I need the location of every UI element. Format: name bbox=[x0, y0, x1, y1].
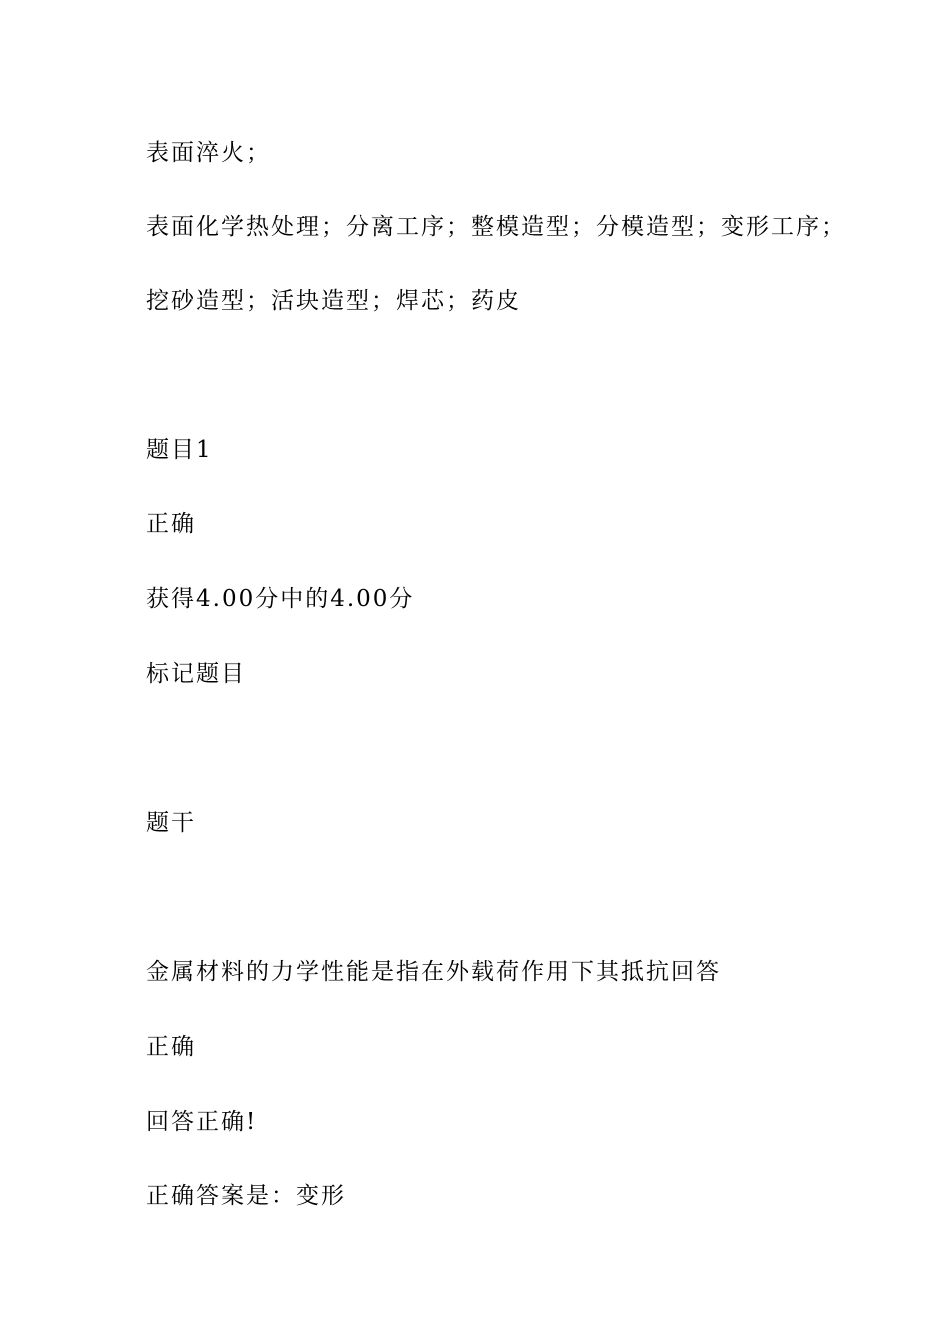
answer-value: 正确 bbox=[146, 1034, 196, 1060]
intro-line-2: 表面化学热处理；分离工序；整模造型；分模造型；变形工序； bbox=[146, 214, 846, 240]
question-stem-text: 金属材料的力学性能是指在外载荷作用下其抵抗回答 bbox=[146, 959, 721, 985]
correct-answer: 正确答案是：变形 bbox=[146, 1183, 346, 1209]
question-number: 题目1 bbox=[146, 437, 213, 463]
intro-line-3: 挖砂造型；活块造型；焊芯；药皮 bbox=[146, 288, 521, 314]
question-stem-label: 题干 bbox=[146, 810, 196, 836]
question-status: 正确 bbox=[146, 511, 196, 537]
intro-line-1: 表面淬火； bbox=[146, 140, 271, 166]
answer-feedback: 回答正确! bbox=[146, 1109, 258, 1135]
flag-question-link[interactable]: 标记题目 bbox=[146, 661, 246, 687]
question-score: 获得4.00分中的4.00分 bbox=[146, 586, 415, 612]
